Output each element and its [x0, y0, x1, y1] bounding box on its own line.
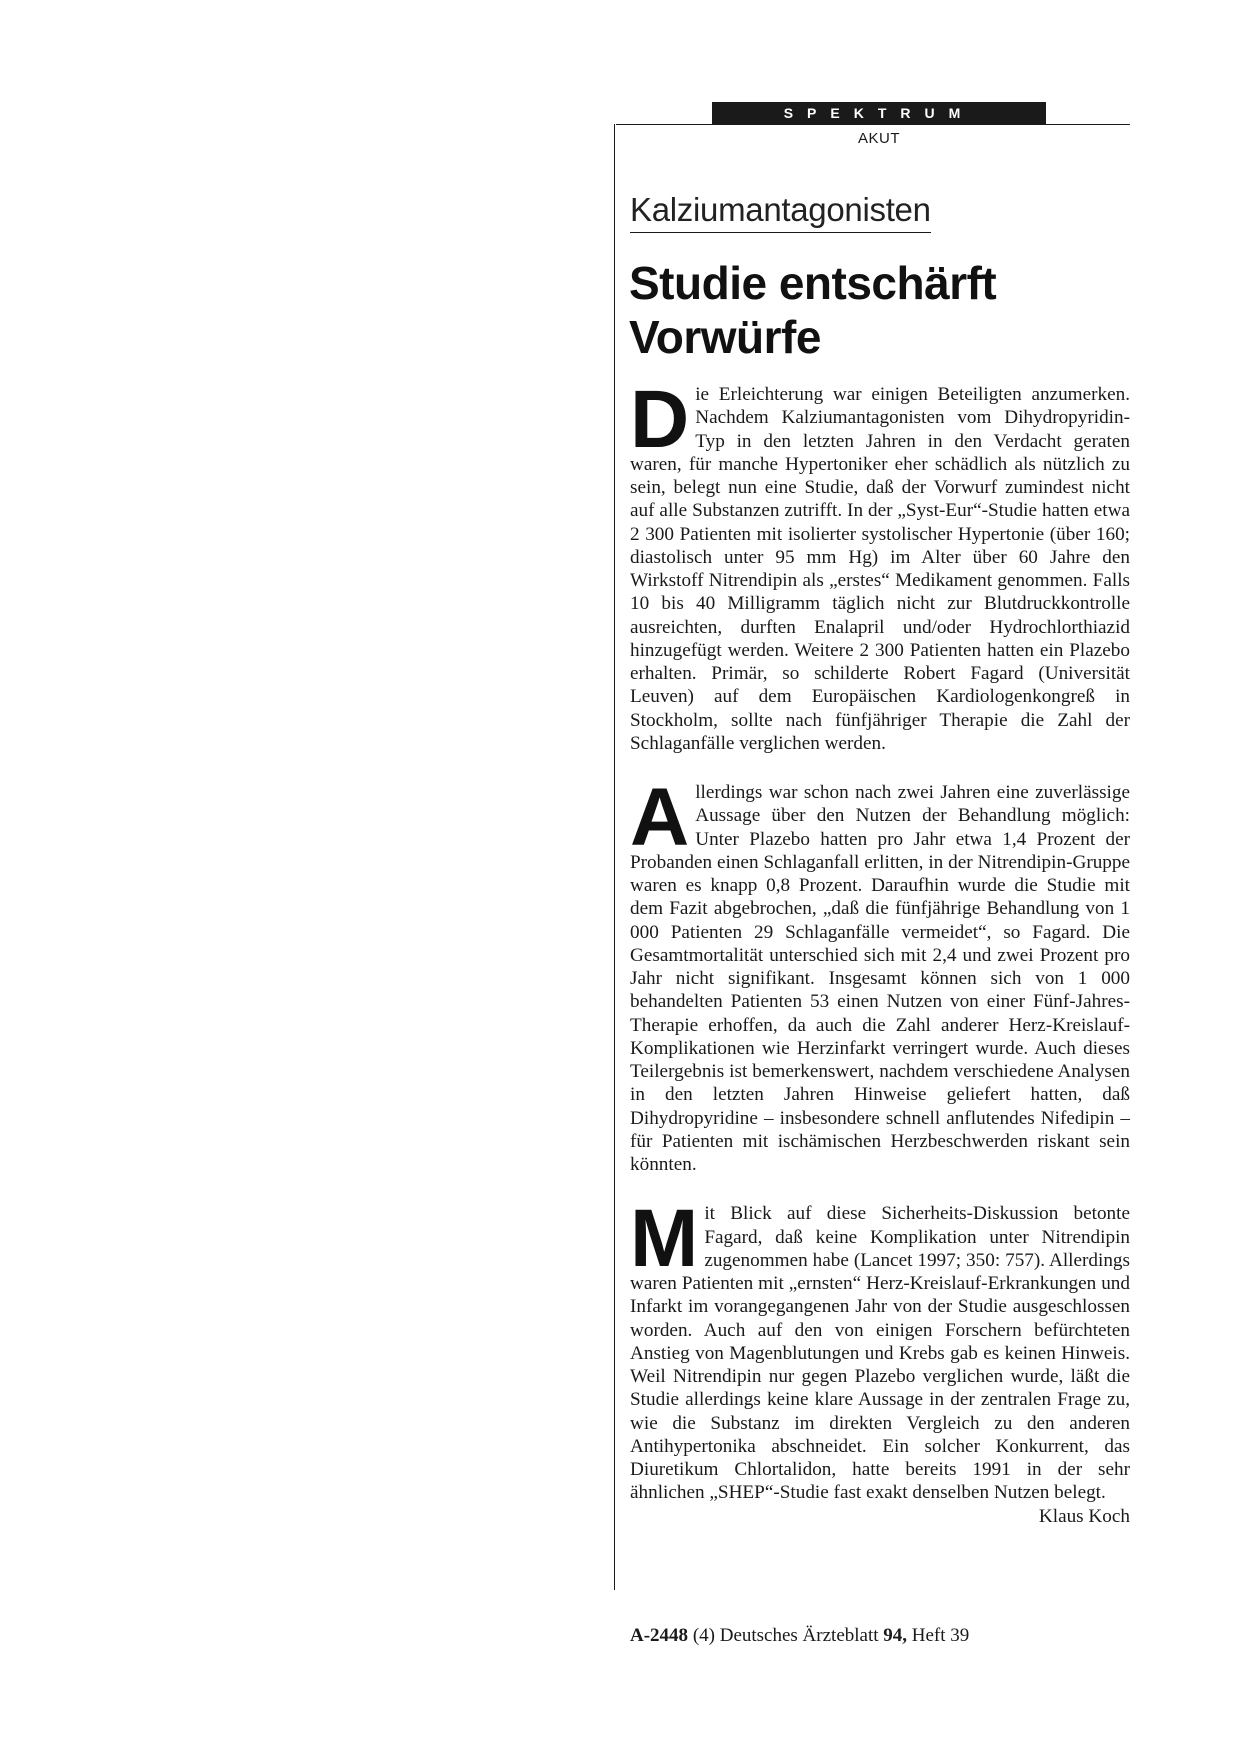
journal-name: Deutsches Ärzteblatt — [719, 1625, 879, 1646]
paragraph-3 — [630, 1193, 1130, 1527]
paragraph-text: it Blick auf diese Sicherheits-Diskussion betonte Fagard, daß keine Komplikation unter Nitrendipin zugenommen habe (Lancet 1997; 350: 757). Allerdings waren Patienten mit „ernsten“ Herz-Kreislauf-Erkrankungen und Infarkt im vorangegangenen Jahr von der Studie ausgeschlossen worden. Auch auf den von einigen Forschern befürchteten Anstieg von Magenblutungen und Krebs gab es keinen Hinweis. Weil Nitrendipin nur gegen Plazebo verglichen wurde, läßt die Studie allerdings keine klare Aussage in der zentralen Frage zu, wie die Substanz im direkten Vergleich zu den anderen Antihypertonika abschneidet. Ein solcher Konkurrent, das Diuretikum Chlortalidon, hatte bereits 1991 in der sehr ähnlichen „SHEP“-Studie fast exakt denselben Nutzen belegt. — [630, 1203, 1130, 1504]
journal-issue: Heft 39 — [911, 1625, 970, 1646]
section-title: SPEKTRUM — [712, 102, 1046, 124]
section-subtitle: AKUT — [857, 130, 900, 147]
author-signature: Klaus Koch — [1038, 1505, 1130, 1527]
column-rule — [614, 124, 615, 1590]
paragraph-text: llerdings war schon nach zwei Jahren eine zuverlässige Aussage über den Nutzen der Behandlung möglich: Unter Plazebo hatten pro Jahr etwa 1,4 Prozent der Probanden einen Schlaganfall erlitten, in der Nitrendipin-Gruppe waren es knapp 0,8 Prozent. Daraufhin wurde die Studie mit dem Fazit abgebrochen, „daß die fünfjährige Behandlung von 1 000 Patienten 29 Schlaganfälle vermeidet“, so Fagard. Die Gesamtmortalität unterschied sich mit 2,4 und zwei Prozent pro Jahr nicht signifikant. Insgesamt können sich von 1 000 behandelten Patienten 53 einen Nutzen von einer Fünf-Jahres-Therapie erhoffen, da auch die Zahl anderer Herz-Kreislauf-Komplikationen wie Herzinfarkt verringert wurde. Auch dieses Teilergebnis ist bemerkenswert, nachdem verschiedene Analysen in den letzten Jahren Hinweise geliefert hatten, daß Dihydropyridine – insbesondere schnell anflutendes Nifedipin – für Patienten mit ischämischen Herzbeschwerden riskant sein könnten. — [630, 782, 1130, 1175]
page-number: A-2448 — [630, 1625, 689, 1646]
paragraph-text: ie Erleichterung war einigen Beteiligten anzumerken. Nachdem Kalziumantagonisten vom Dihydropyridin-Typ in den letzten Jahren in den Verdacht geraten waren, für manche Hypertoniker eher schädlich als nützlich zu sein, belegt nun eine Studie, daß der Vorwurf zumindest nicht auf alle Substanzen zutrifft. In der „Syst-Eur“-Studie hatten etwa 2 300 Patienten mit isolierter systolischer Hypertonie (über 160; diastolisch unter 95 mm Hg) im Alter über 60 Jahre den Wirkstoff Nitrendipin als „erstes“ Medikament genommen. Falls 10 bis 40 Milligramm täglich nicht zur Blutdruckkontrolle ausreichten, durften Enalapril und/oder Hydrochlorthiazid hinzugefügt werden. Weitere 2 300 Patienten hatten ein Plazebo erhalten. Primär, so schilderte Robert Fagard (Universität Leuven) auf dem Europäischen Kardiologenkongreß in Stockholm, sollte nach fünfjähriger Therapie die Zahl der Schlaganfälle verglichen werden. — [630, 384, 1130, 754]
dropcap: A — [630, 772, 690, 863]
dropcap: M — [630, 1193, 699, 1285]
paragraph-2 — [630, 772, 1130, 1176]
paragraph-1 — [630, 374, 1130, 755]
journal-volume: 94, — [883, 1625, 908, 1646]
headline: Studie entschärft Vorwürfe — [629, 257, 997, 363]
article-body — [630, 374, 1130, 1531]
section-rule — [616, 124, 1130, 125]
page-footer — [630, 1625, 969, 1647]
local-page-number: (4) — [692, 1625, 715, 1646]
dropcap: D — [630, 374, 690, 465]
kicker: Kalziumantagonisten — [630, 190, 931, 233]
